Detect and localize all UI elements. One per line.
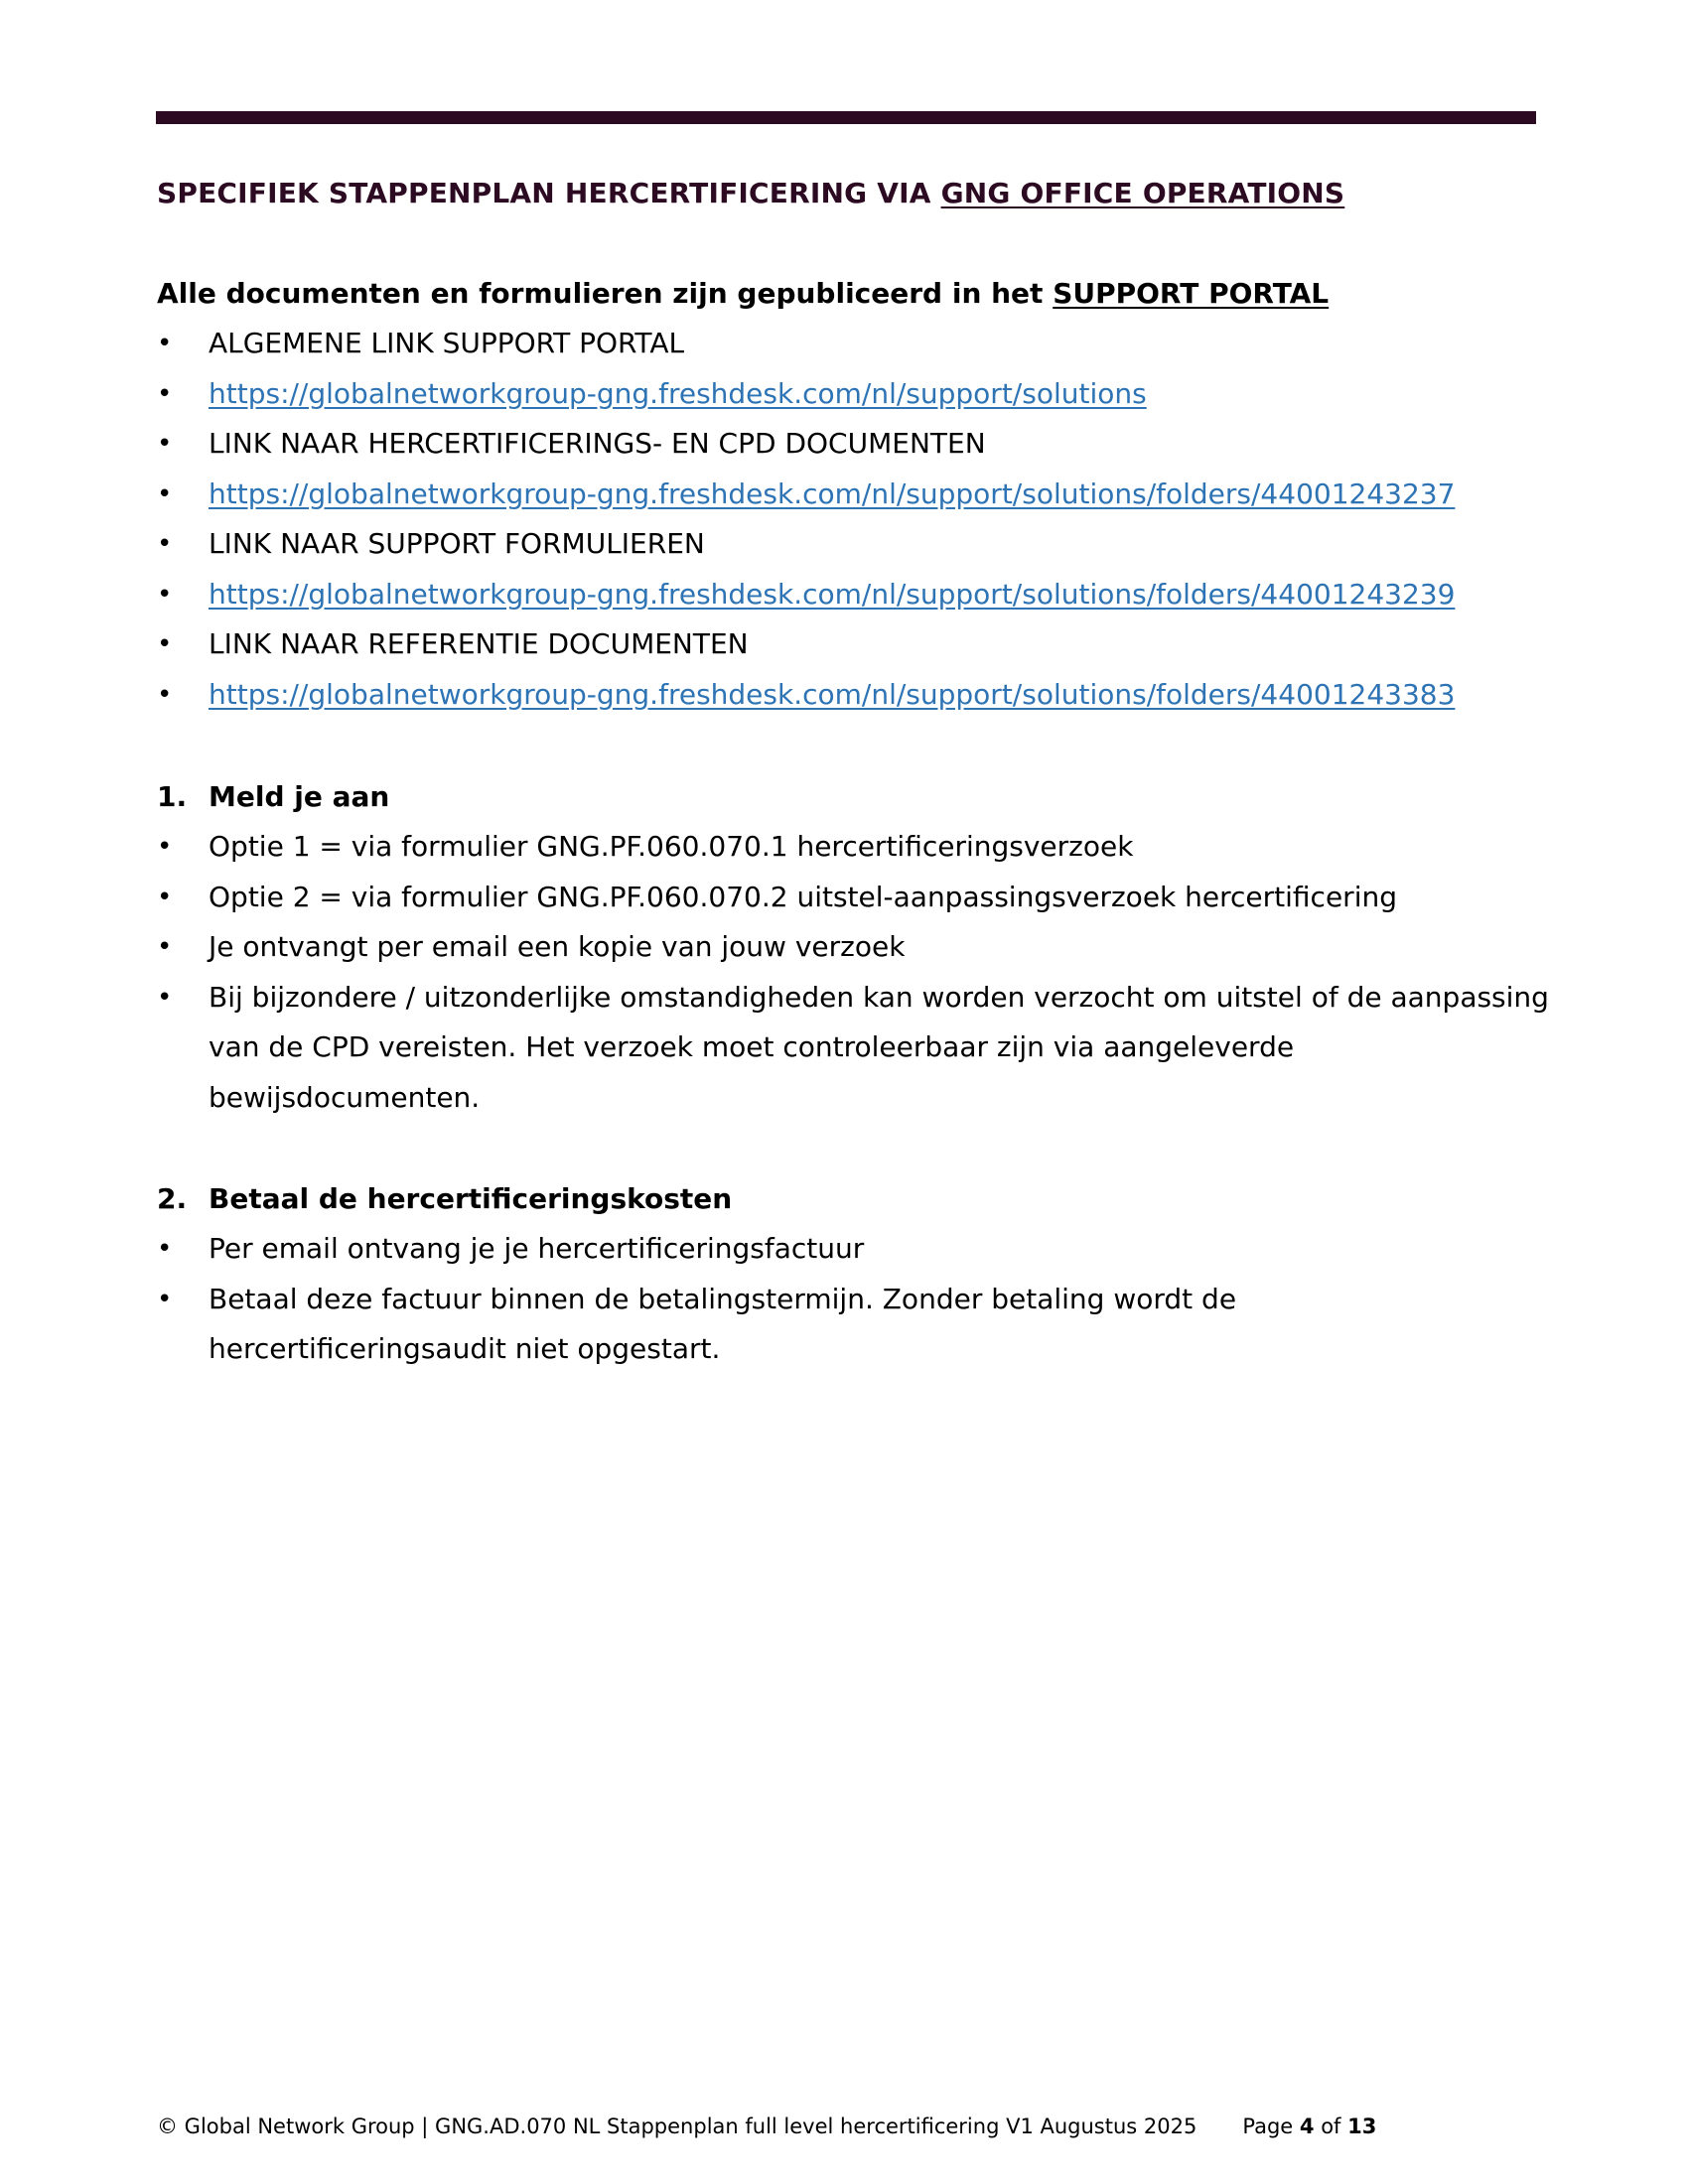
page-of: of [1321,2115,1341,2138]
list-item [157,570,1547,620]
support-portal-list [157,319,1547,720]
reference-documents-link[interactable]: https://globalnetworkgroup-gng.freshdesk.com/nl/support/solutions/folders/44001243383 [209,677,1456,711]
list-item: • Optie 1 = via formulier GNG.PF.060.070.1 hercertificeringsverzoek [157,822,1547,873]
section-title: Meld je aan [209,780,390,813]
page-title-prefix: SPECIFIEK STAPPENPLAN HERCERTIFICERING VIA [157,177,941,209]
support-portal-heading-underlined: SUPPORT PORTAL [1053,277,1330,310]
list-item-text: LINK NAAR SUPPORT FORMULIEREN [209,527,705,560]
page-current: 4 [1299,2115,1315,2138]
list-item-text: LINK NAAR HERCERTIFICERINGS- EN CPD DOCUMENTEN [209,427,986,460]
list-item: • Je ontvangt per email een kopie van jouw verzoek [157,922,1547,973]
page-title [157,177,1344,209]
list-item [157,419,1547,470]
page-label: Page [1242,2115,1294,2138]
list-item [157,369,1547,420]
section-meld-je-aan [157,772,1547,1123]
section-list [157,822,1547,1123]
page-footer [157,2115,1376,2138]
list-item: • Per email ontvang je je hercertificeringsfactuur [157,1224,1547,1275]
support-portal-section [157,269,1547,720]
list-item [157,470,1547,520]
section-number: 1. [157,780,188,813]
list-item [157,670,1547,721]
support-forms-link[interactable]: https://globalnetworkgroup-gng.freshdesk.com/nl/support/solutions/folders/44001243239 [209,577,1456,611]
support-portal-heading [157,269,1547,319]
footer-text: © Global Network Group | GNG.AD.070 NL Stappenplan full level hercertificering V1 Augustus 2025 [157,2115,1197,2138]
list-item: • Bij bijzondere / uitzonderlijke omstandigheden kan worden verzocht om uitstel of de aanpassing van de CPD vereisten. Het verzoek moet controleerbaar zijn via aangeleverde bewijsdocumenten. [157,973,1549,1124]
support-portal-heading-prefix: Alle documenten en formulieren zijn gepubliceerd in het [157,277,1054,310]
list-item [157,619,1547,670]
list-item: • Betaal deze factuur binnen de betalingstermijn. Zonder betaling wordt de hercertificeringsaudit niet opgestart. [157,1275,1321,1375]
list-item [157,519,1547,570]
section-heading [157,772,1547,822]
top-rule [156,111,1536,124]
section-list [157,1224,1547,1375]
page-number [1242,2115,1376,2138]
section-title: Betaal de hercertificeringskosten [209,1182,733,1215]
section-betaal [157,1174,1547,1375]
list-item-text: LINK NAAR REFERENTIE DOCUMENTEN [209,627,749,660]
page-title-underlined: GNG OFFICE OPERATIONS [940,177,1345,209]
list-item-text: ALGEMENE LINK SUPPORT PORTAL [209,327,685,359]
page-total: 13 [1347,2115,1377,2138]
cpd-documents-link[interactable]: https://globalnetworkgroup-gng.freshdesk.com/nl/support/solutions/folders/44001243237 [209,477,1456,510]
support-portal-link[interactable]: https://globalnetworkgroup-gng.freshdesk.com/nl/support/solutions [209,376,1147,410]
list-item: • Optie 2 = via formulier GNG.PF.060.070.2 uitstel-aanpassingsverzoek hercertificering [157,873,1547,923]
list-item [157,319,1547,369]
section-number: 2. [157,1182,188,1215]
section-heading [157,1174,1547,1224]
